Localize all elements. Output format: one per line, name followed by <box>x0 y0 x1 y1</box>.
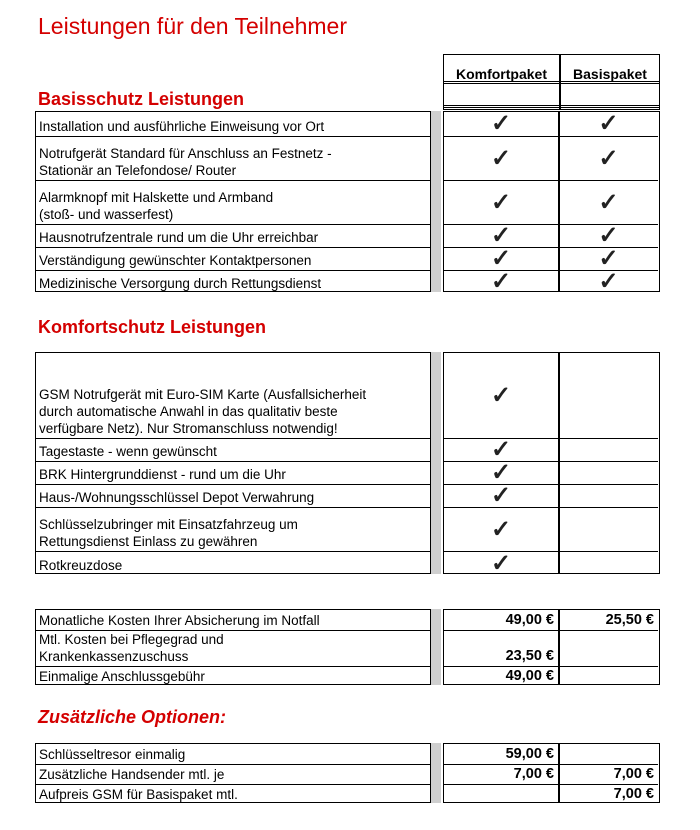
komfort-cell <box>444 764 558 784</box>
table-row <box>36 247 430 270</box>
check-icon: ✓ <box>490 381 512 409</box>
check-icon: ✓ <box>490 549 512 577</box>
check-icon: ✓ <box>598 268 619 295</box>
row-label: Medizinische Versorgung durch Rettungsdienst <box>39 276 322 291</box>
check-icon: ✓ <box>490 459 512 486</box>
komfort-shadow <box>431 352 441 574</box>
table-row <box>36 353 430 438</box>
check-icon: ✓ <box>598 144 619 172</box>
komfort-price: 23,50 € <box>505 648 554 664</box>
basis-cell <box>559 461 658 484</box>
table-row <box>36 551 430 575</box>
kosten-value-columns <box>443 609 660 685</box>
section-title-komfortschutz: Komfortschutz Leistungen <box>38 317 266 337</box>
komfort-cell <box>444 180 558 224</box>
row-label: Aufpreis GSM für Basispaket mtl. <box>39 787 238 802</box>
komfort-cell <box>444 270 558 293</box>
komfort-cell <box>444 136 558 180</box>
check-icon: ✓ <box>598 222 619 249</box>
komfort-basis-cells <box>559 353 658 573</box>
row-label: Hausnotrufzentrale rund um die Uhr erreichbar <box>39 230 319 245</box>
table-row <box>36 764 430 784</box>
komfort-cell <box>444 784 558 804</box>
check-icon: ✓ <box>490 245 512 272</box>
komfort-price: 49,00 € <box>505 668 554 684</box>
row-label: Notrufgerät Standard für Anschluss an Festnetz - Stationär an Telefondose/ Router <box>39 146 332 178</box>
table-row <box>36 630 430 666</box>
check-icon: ✓ <box>490 268 512 295</box>
row-label: Zusätzliche Handsender mtl. je <box>39 767 225 782</box>
komfort-cell <box>444 507 558 551</box>
check-icon: ✓ <box>490 144 512 172</box>
table-row <box>36 666 430 686</box>
basis-basis-cells <box>559 110 658 295</box>
page-title: Leistungen für den Teilnehmer <box>38 13 348 39</box>
row-label: Rotkreuzdose <box>39 558 123 573</box>
komfort-cell <box>444 630 558 666</box>
table-row <box>36 438 430 461</box>
table-row <box>36 744 430 764</box>
table-row <box>36 136 430 180</box>
basis-cell <box>559 764 658 784</box>
basis-cell <box>559 551 658 575</box>
komfort-komfort-cells <box>444 353 558 577</box>
basis-cell <box>559 438 658 461</box>
check-icon: ✓ <box>598 188 619 216</box>
table-row <box>36 224 430 247</box>
row-label: GSM Notrufgerät mit Euro-SIM Karte (Ausfallsicherheit durch automatische Anwahl in das qualitativ beste verfügbare Netz). Nur Stromanschluss notwendig! <box>39 387 367 436</box>
basis-value-columns <box>443 110 660 295</box>
table-row <box>36 507 430 551</box>
table-row <box>36 784 430 804</box>
check-icon: ✓ <box>490 482 512 509</box>
section-title-optionen: Zusätzliche Optionen: <box>38 707 227 727</box>
basis-cell <box>559 507 658 551</box>
basis-cell <box>559 484 658 507</box>
basis-desc-column <box>35 111 431 292</box>
check-icon: ✓ <box>490 110 512 137</box>
table-row <box>36 112 430 136</box>
row-label: Verständigung gewünschter Kontaktpersonen <box>39 253 312 268</box>
row-label: Alarmknopf mit Halskette und Armband (stoß- und wasserfest) <box>39 190 274 222</box>
komfort-cell <box>444 744 558 764</box>
komfort-cell <box>444 112 558 136</box>
basis-cell <box>559 784 658 804</box>
row-label: Haus-/Wohnungsschlüssel Depot Verwahrung <box>39 490 315 505</box>
komfort-cell <box>444 551 558 575</box>
basis-cell <box>559 666 658 686</box>
komfort-cell <box>444 438 558 461</box>
basis-cell <box>559 630 658 666</box>
optionen-desc-column <box>35 743 431 803</box>
row-label: Installation und ausführliche Einweisung vor Ort <box>39 119 325 134</box>
basis-cell <box>559 224 658 247</box>
kosten-desc-column <box>35 609 431 685</box>
table-row <box>36 461 430 484</box>
komfort-price: 49,00 € <box>505 612 554 628</box>
check-icon: ✓ <box>490 188 512 216</box>
basis-cell <box>559 353 658 438</box>
row-label: BRK Hintergrunddienst - rund um die Uhr <box>39 467 286 482</box>
row-label: Tagestaste - wenn gewünscht <box>39 444 217 459</box>
table-row <box>36 610 430 630</box>
check-icon: ✓ <box>490 436 512 463</box>
basis-cell <box>559 112 658 136</box>
basis-cell <box>559 744 658 764</box>
komfort-value-columns <box>443 352 660 577</box>
row-label: Einmalige Anschlussgebühr <box>39 669 205 684</box>
optionen-basis-cells <box>559 744 658 802</box>
basis-cell <box>559 247 658 270</box>
basis-price: 25,50 € <box>605 612 654 628</box>
basis-price: 7,00 € <box>613 786 654 802</box>
kosten-basis-cells <box>559 610 658 684</box>
komfort-cell <box>444 461 558 484</box>
basis-komfort-cells <box>444 110 558 295</box>
basis-cell <box>559 270 658 293</box>
kosten-shadow <box>431 609 441 685</box>
check-icon: ✓ <box>598 110 619 137</box>
table-row <box>36 484 430 507</box>
package-header <box>443 54 660 110</box>
row-label: Schlüsselzubringer mit Einsatzfahrzeug um Rettungsdienst Einlass zu gewähren <box>39 517 298 549</box>
basis-cell <box>559 610 658 630</box>
header-komfortpaket: Komfortpaket <box>455 66 547 82</box>
basis-shadow <box>431 111 441 292</box>
optionen-shadow <box>431 743 441 803</box>
optionen-value-columns <box>443 743 660 803</box>
komfort-cell <box>444 666 558 686</box>
basis-cell <box>559 180 658 224</box>
komfort-desc-column <box>35 352 431 574</box>
basis-cell <box>559 136 658 180</box>
row-label: Schlüsseltresor einmalig <box>39 747 186 762</box>
header-basispaket: Basispaket <box>573 66 647 82</box>
optionen-komfort-cells <box>444 744 558 802</box>
komfort-cell <box>444 484 558 507</box>
section-title-basisschutz: Basisschutz Leistungen <box>38 89 245 109</box>
basis-price: 7,00 € <box>613 766 654 782</box>
komfort-price: 59,00 € <box>505 746 554 762</box>
komfort-cell <box>444 247 558 270</box>
komfort-cell <box>444 224 558 247</box>
komfort-price: 7,00 € <box>513 766 554 782</box>
check-icon: ✓ <box>490 515 512 543</box>
check-icon: ✓ <box>490 222 512 249</box>
check-icon: ✓ <box>598 245 619 272</box>
table-row <box>36 180 430 224</box>
row-label: Monatliche Kosten Ihrer Absicherung im Notfall <box>39 613 320 628</box>
komfort-cell <box>444 610 558 630</box>
table-row <box>36 270 430 293</box>
kosten-komfort-cells <box>444 610 558 684</box>
komfort-cell <box>444 353 558 438</box>
row-label: Mtl. Kosten bei Pflegegrad und Krankenkassenzuschuss <box>39 632 224 664</box>
